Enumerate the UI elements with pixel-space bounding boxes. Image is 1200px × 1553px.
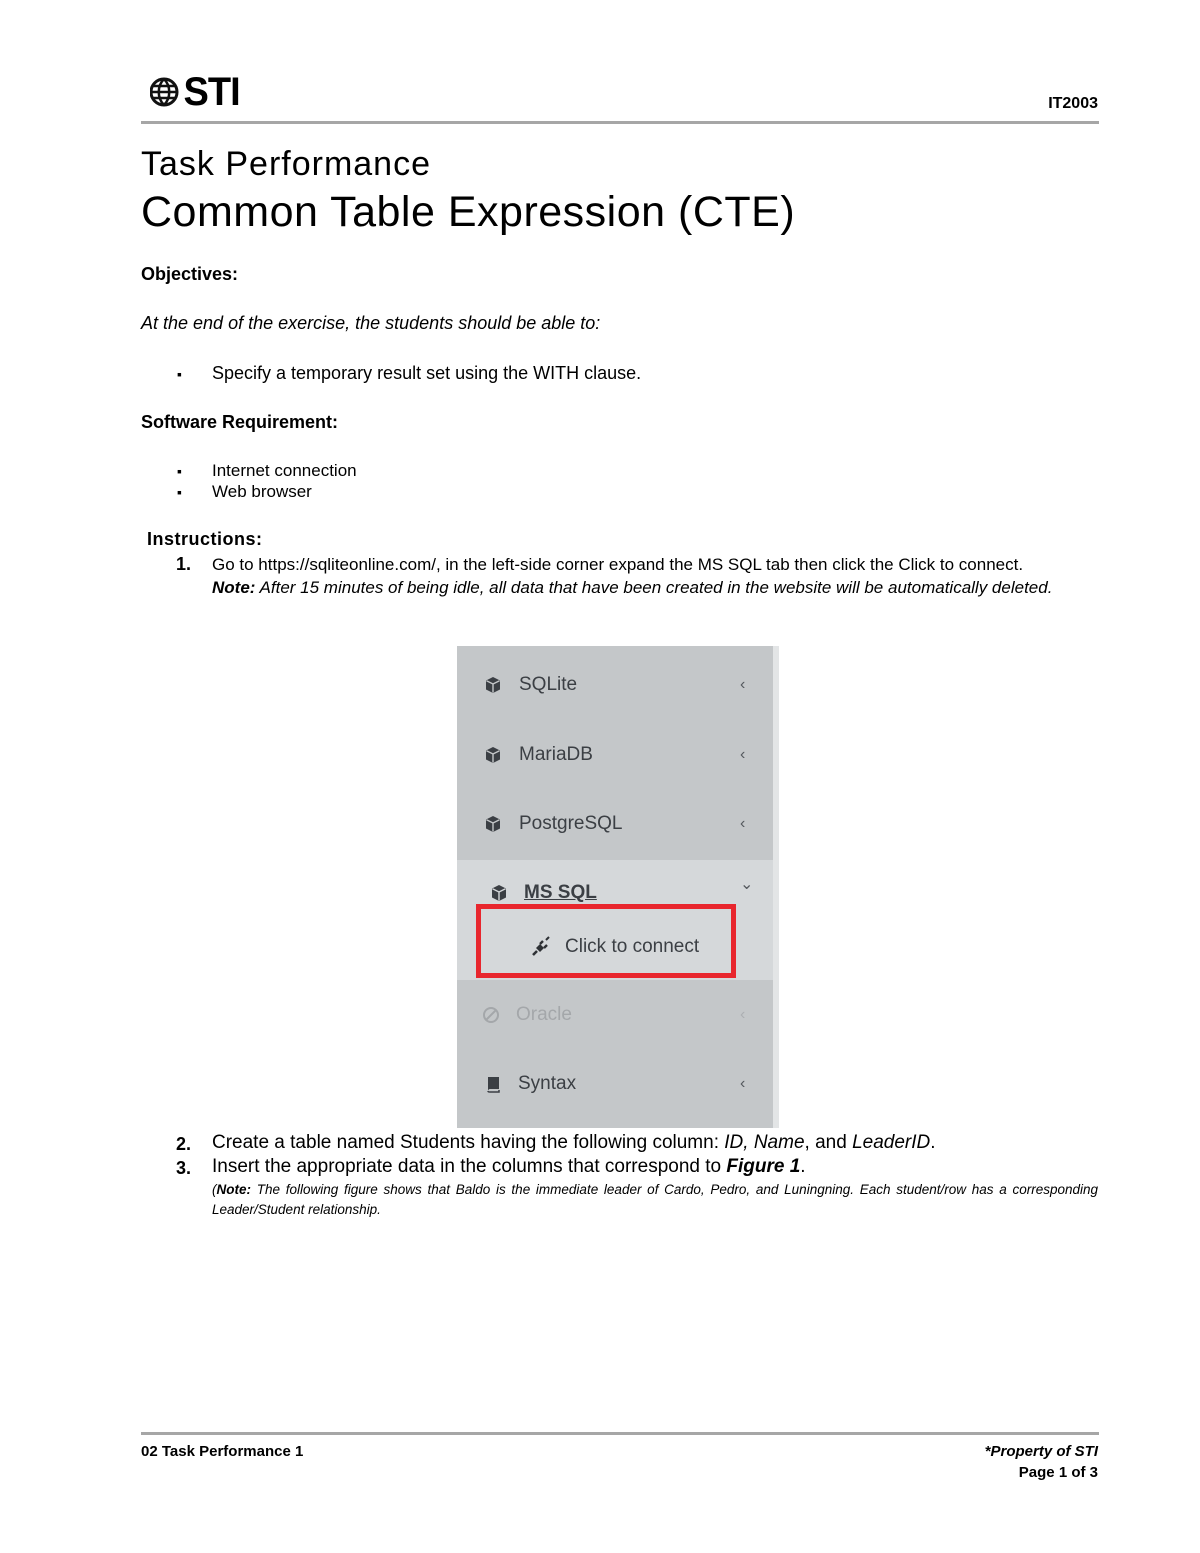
cube-icon <box>484 676 502 694</box>
cube-icon <box>484 746 502 764</box>
step-1-body: Go to https://sqliteonline.com/, in the left-side corner expand the MS SQL tab then click the Click to connect. <box>212 555 1024 574</box>
step-2-mid: , and <box>804 1132 853 1153</box>
menu-item-label: Syntax <box>518 1073 577 1094</box>
column-id: ID, <box>724 1132 749 1153</box>
cube-icon <box>490 884 508 902</box>
sti-globe-icon <box>150 72 180 112</box>
figure-reference: Figure 1 <box>726 1156 801 1177</box>
step-2-end: . <box>930 1132 936 1153</box>
menu-item-sqlite[interactable] <box>457 650 773 720</box>
header-rule <box>141 121 1099 124</box>
highlight-box <box>476 904 736 978</box>
bullet-marker: ▪ <box>177 484 182 500</box>
menu-item-label: MS SQL <box>524 882 597 903</box>
chevron-left-icon: ‹ <box>740 1006 746 1023</box>
software-item: Internet connection <box>212 461 357 480</box>
note-label: Note: <box>212 578 256 597</box>
page-title: Common Table Expression (CTE) <box>141 188 796 236</box>
step-number: 3. <box>176 1158 192 1178</box>
objective-item: Specify a temporary result set using the WITH clause. <box>212 363 642 383</box>
step-2-pre: Create a table named Students having the following column: <box>212 1132 725 1153</box>
step-3-text <box>212 1156 806 1178</box>
sqliteonline-sidebar-screenshot <box>457 646 779 1128</box>
step-1-text <box>212 553 1098 599</box>
step-1-note <box>212 578 1052 597</box>
objectives-intro: At the end of the exercise, the students should be able to: <box>141 313 601 333</box>
page-number: Page 1 of 3 <box>1018 1464 1098 1481</box>
column-leaderid: LeaderID <box>852 1132 931 1153</box>
bullet-marker: ▪ <box>177 463 182 479</box>
menu-item-oracle[interactable] <box>457 980 773 1050</box>
page-kicker: Task Performance <box>141 145 431 183</box>
column-name: Name <box>753 1132 805 1153</box>
chevron-left-icon: ‹ <box>740 676 746 693</box>
note-open: ( <box>212 1182 217 1197</box>
footer-course: 02 Task Performance 1 <box>141 1443 304 1460</box>
software-item: Web browser <box>212 482 312 501</box>
chevron-left-icon: ‹ <box>740 1075 746 1092</box>
cube-icon <box>484 815 502 833</box>
footer-rule <box>141 1432 1099 1435</box>
step-2-text <box>212 1132 936 1154</box>
menu-item-label: MariaDB <box>519 744 593 765</box>
chevron-left-icon: ‹ <box>740 746 746 763</box>
book-icon <box>484 1075 502 1093</box>
footer-property: *Property of STI <box>984 1443 1098 1460</box>
note-text: The following figure shows that Baldo is the immediate leader of Cardo, Pedro, and Luningning. Each student/row has a corresponding Leader/Student relationship. <box>212 1182 1098 1217</box>
chevron-left-icon: ‹ <box>740 815 746 832</box>
note-text: After 15 minutes of being idle, all data that have been created in the website will be automatically deleted. <box>255 578 1053 597</box>
menu-item-mariadb[interactable] <box>457 720 773 790</box>
step-3-end: . <box>800 1156 806 1177</box>
instructions-heading: Instructions: <box>147 529 263 549</box>
bullet-marker: ▪ <box>177 366 182 382</box>
menu-item-syntax[interactable] <box>457 1049 773 1119</box>
menu-item-label: SQLite <box>519 674 578 695</box>
note-label: Note: <box>216 1182 251 1197</box>
scrollbar <box>773 646 779 1128</box>
logo-text: STI <box>183 70 240 114</box>
step-3-pre: Insert the appropriate data in the columns that correspond to <box>212 1156 727 1177</box>
ban-icon <box>482 1006 500 1024</box>
menu-item-label: Oracle <box>516 1004 572 1025</box>
objectives-heading: Objectives: <box>141 264 239 284</box>
menu-item-postgresql[interactable] <box>457 789 773 859</box>
chevron-down-icon: ⌄ <box>740 876 754 893</box>
click-to-connect-label: Click to connect <box>565 936 700 957</box>
menu-item-label: PostgreSQL <box>519 813 623 834</box>
software-heading: Software Requirement: <box>141 412 339 432</box>
step-3-note <box>212 1180 1098 1220</box>
step-number: 1. <box>176 554 192 574</box>
step-number: 2. <box>176 1134 192 1154</box>
sti-logo <box>150 72 241 112</box>
course-code: IT2003 <box>1048 95 1098 112</box>
